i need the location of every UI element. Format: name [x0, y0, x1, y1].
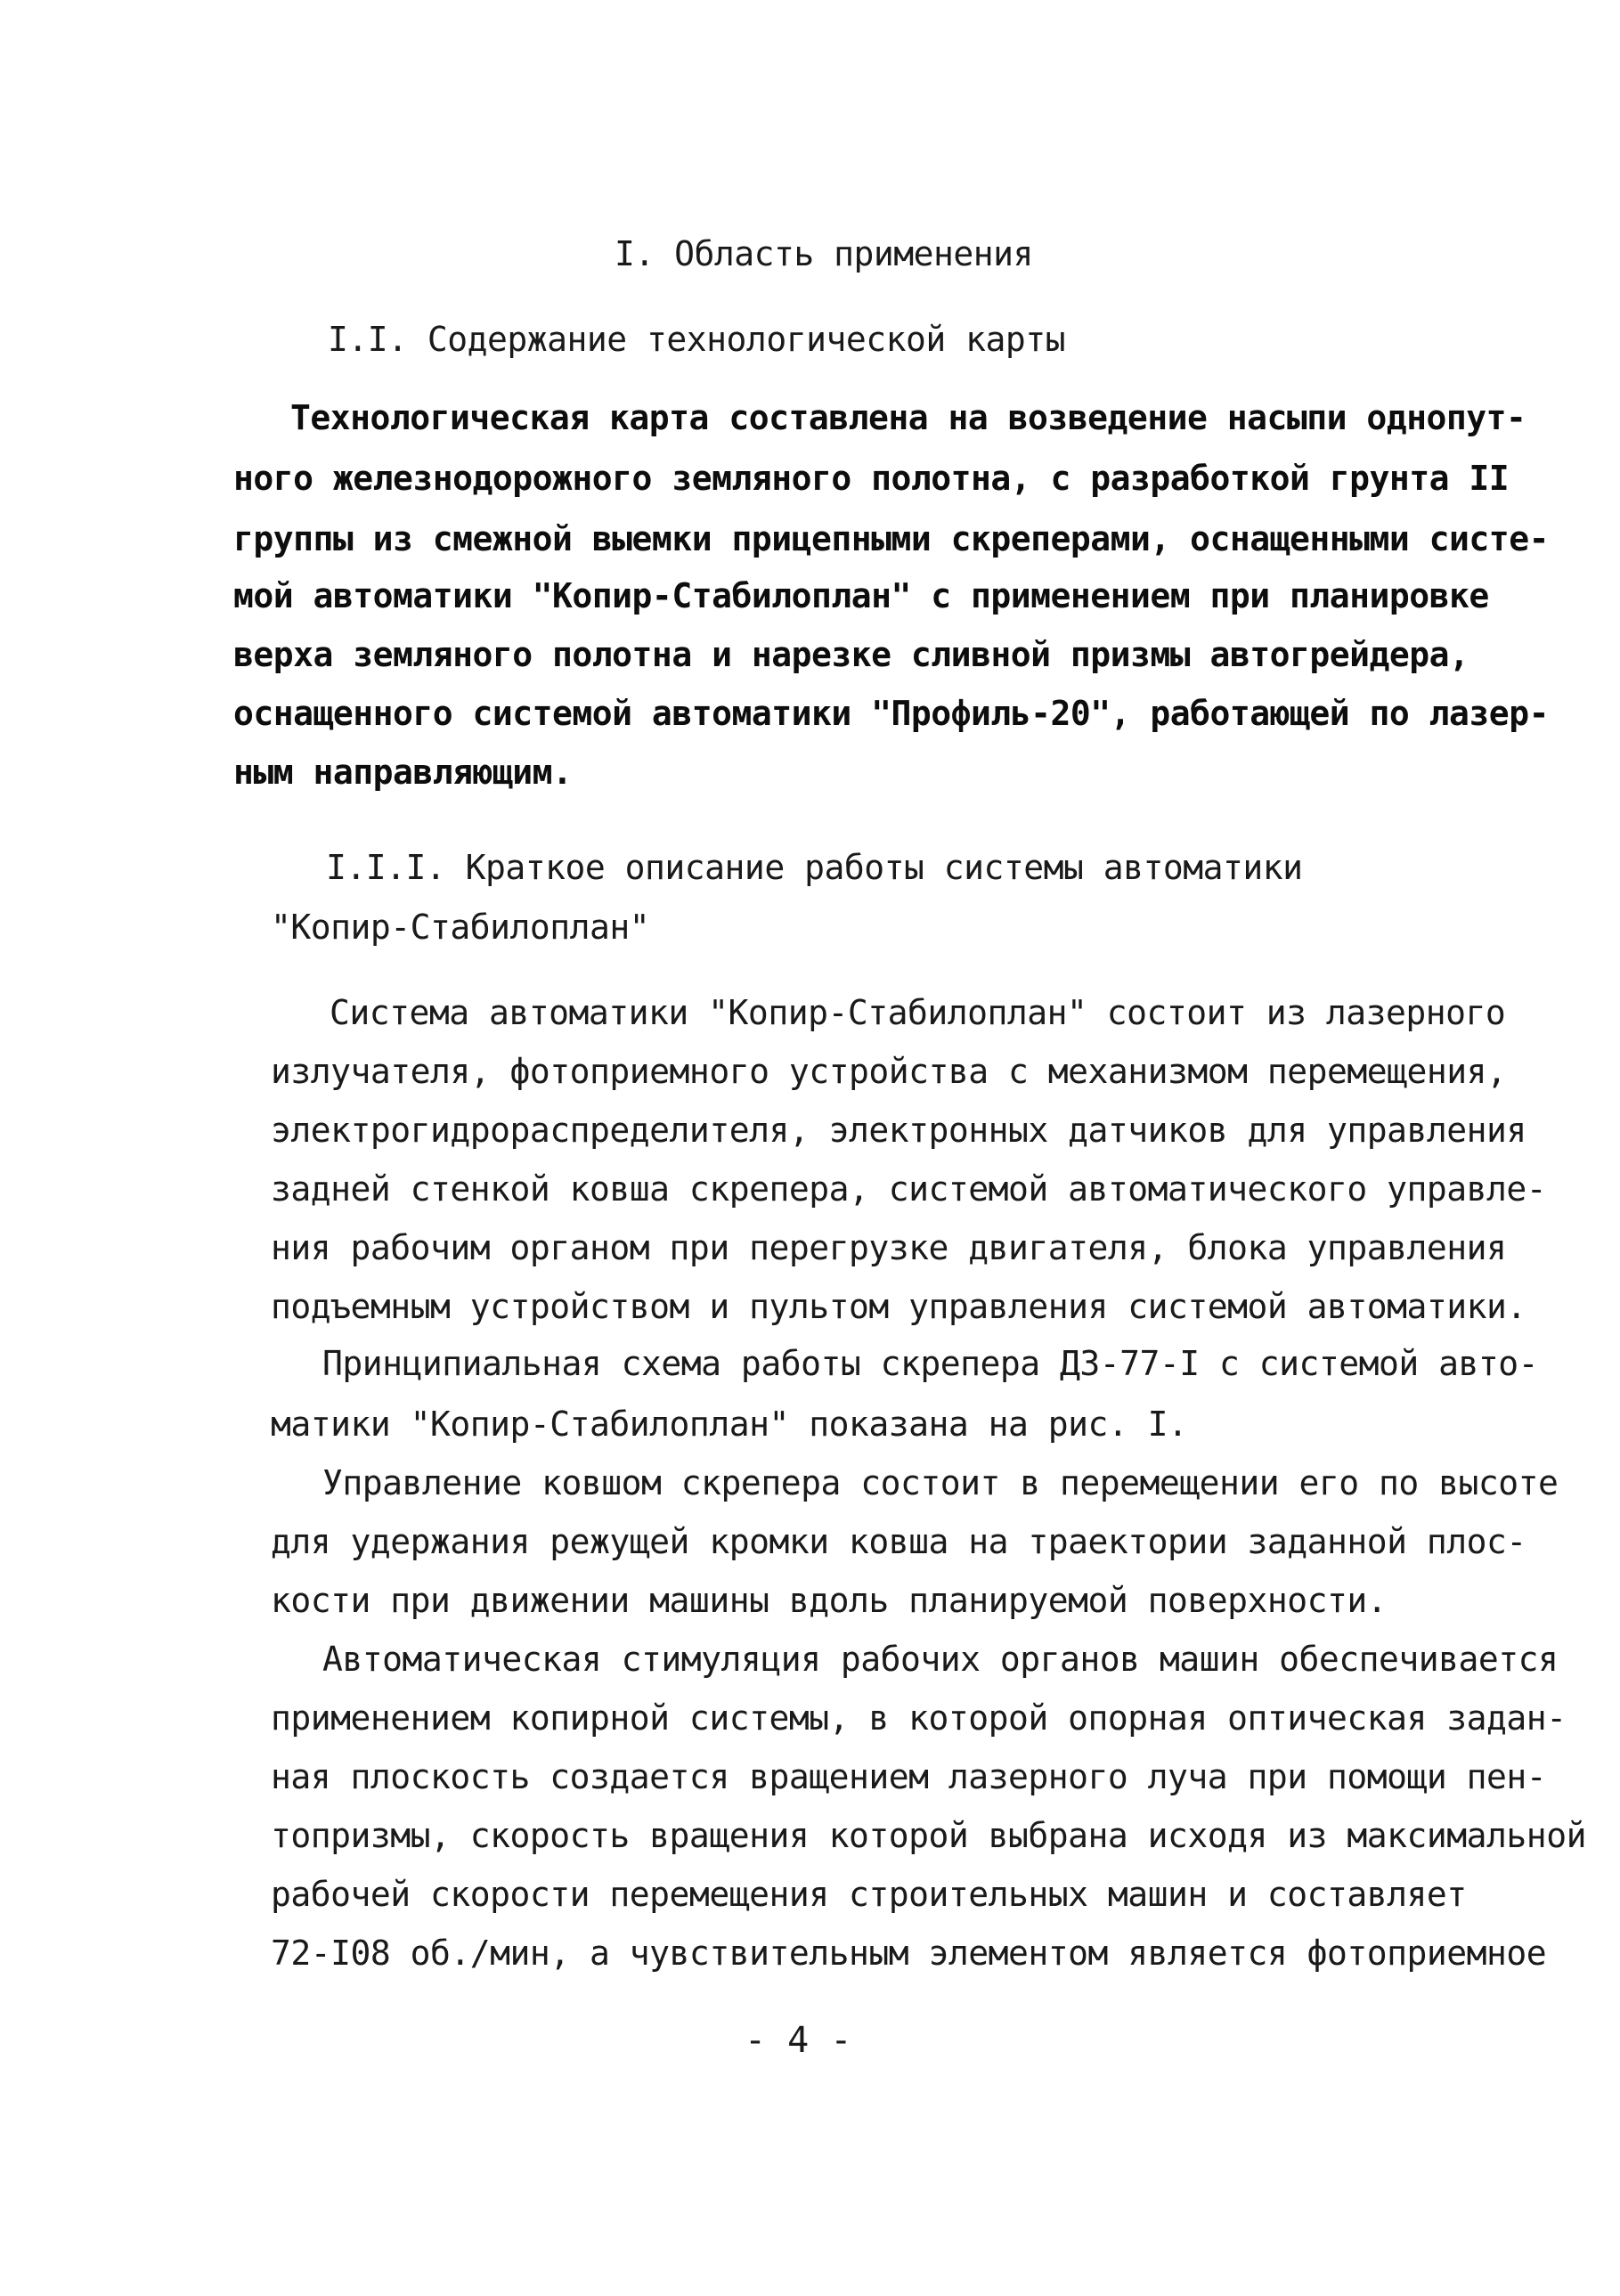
page-number: - 4 - [745, 2020, 852, 2061]
intro-paragraph-line: ного железнодорожного земляного полотна, с разработкой грунта II [233, 459, 1510, 498]
body-paragraph-line: Автоматическая стимуляция рабочих органов машин обеспечивается [322, 1640, 1559, 1679]
intro-paragraph-line: Технологическая карта составлена на возведение насыпи однопут- [290, 398, 1526, 437]
body-paragraph-line: ная плоскость создается вращением лазерного луча при помощи пен- [271, 1757, 1547, 1796]
subsection-heading: I.I. Содержание технологической карты [328, 320, 1065, 359]
intro-paragraph-line: оснащенного системой автоматики "Профиль-20", работающей по лазер- [233, 694, 1549, 733]
intro-paragraph-line: группы из смежной выемки прицепными скреперами, оснащенными систе- [233, 519, 1549, 558]
section-heading: I. Область применения [615, 234, 1033, 273]
body-paragraph-line: Принципиальная схема работы скрепера ДЗ-77-I с системой авто- [322, 1344, 1539, 1383]
body-paragraph-line: для удержания режущей кромки ковша на траектории заданной плос- [271, 1522, 1526, 1561]
body-paragraph-line: задней стенкой ковша скрепера, системой автоматического управле- [271, 1169, 1547, 1209]
intro-paragraph-line: ным направляющим. [233, 753, 573, 792]
body-paragraph-line: рабочей скорости перемещения строительных машин и составляет [271, 1875, 1467, 1914]
body-paragraph-line: 72-I08 об./мин, а чувствительным элементом является фотоприемное [271, 1934, 1547, 1973]
intro-paragraph-line: верха земляного полотна и нарезке сливной призмы автогрейдера, [233, 635, 1469, 674]
body-paragraph-line: топризмы, скорость вращения которой выбрана исходя из максимальной [271, 1816, 1586, 1855]
subsubsection-heading-line: I.I.I. Краткое описание работы системы автоматики [326, 848, 1303, 887]
intro-paragraph-line: мой автоматики "Копир-Стабилоплан" с применением при планировке [233, 576, 1489, 615]
body-paragraph-line: матики "Копир-Стабилоплан" показана на рис. I. [271, 1404, 1188, 1444]
body-paragraph-line: электрогидрораспределителя, электронных датчиков для управления [271, 1111, 1526, 1150]
body-paragraph-line: Управление ковшом скрепера состоит в перемещении его по высоте [322, 1463, 1559, 1502]
body-paragraph-line: подъемным устройством и пультом управления системой автоматики. [271, 1287, 1526, 1326]
body-paragraph-line: Система автоматики "Копир-Стабилоплан" состоит из лазерного [330, 993, 1506, 1032]
subsubsection-heading-line: "Копир-Стабилоплан" [271, 908, 650, 947]
body-paragraph-line: излучателя, фотоприемного устройства с механизмом перемещения, [271, 1052, 1507, 1091]
body-paragraph-line: кости при движении машины вдоль планируемой поверхности. [271, 1581, 1388, 1620]
body-paragraph-line: применением копирной системы, в которой опорная оптическая задан- [271, 1698, 1567, 1738]
body-paragraph-line: ния рабочим органом при перегрузке двигателя, блока управления [271, 1228, 1507, 1267]
